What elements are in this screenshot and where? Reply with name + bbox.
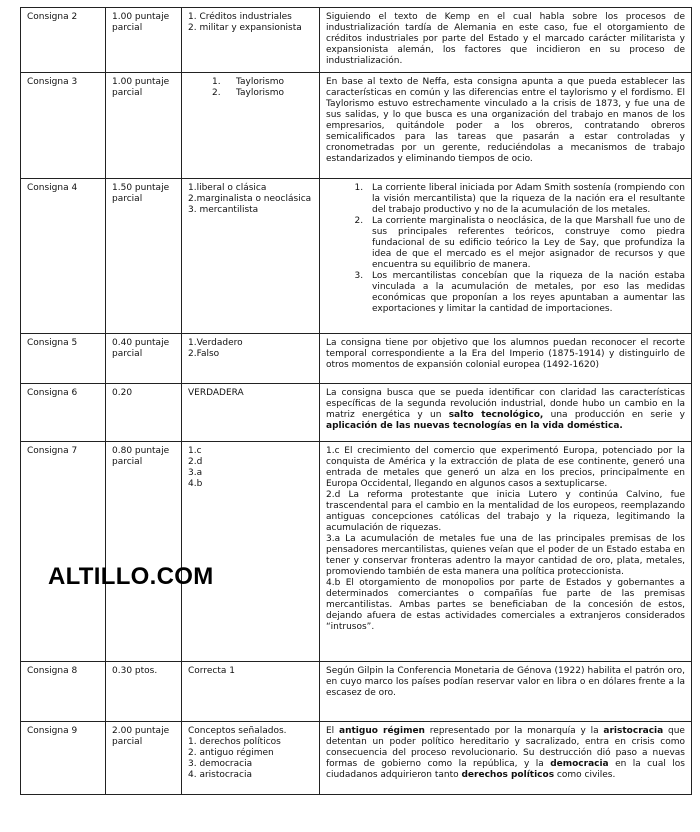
answer-line: 1. Taylorismo xyxy=(212,77,285,87)
watermark-logo: ALTILLO.COM xyxy=(48,563,214,590)
answers-cell: VERDADERA xyxy=(182,384,320,442)
emphasis: democracia xyxy=(550,759,609,769)
answer-line: 2.Falso xyxy=(188,349,220,359)
description-cell xyxy=(320,442,692,662)
paragraph: 3.a La acumulación de metales fue una de las principales premisas de los pensadores mercantilistas, quienes veían que el poder de un Estado estaba en tener y conservar fronteras adentro la mayor cantidad de oro, plata, metales, promoviendo también de esta manera una política proteccionista. xyxy=(326,534,685,577)
emphasis: antiguo régimen xyxy=(339,726,425,736)
description-cell: Siguiendo el texto de Kemp en el cual habla sobre los procesos de industrialización tardía de Alemania en este caso, fue el otorgamiento de créditos industriales por parte del Estado y el marcado carácter militarista y expansionista alemán, los factores que incidieron en su proceso de industrialización. xyxy=(320,8,692,73)
consigna-label: Consigna 9 xyxy=(21,722,106,795)
answers-cell xyxy=(182,722,320,795)
points-cell: 1.50 puntaje parcial xyxy=(106,179,182,334)
answer-line: 1. derechos políticos xyxy=(188,737,281,747)
answer-line: 4. aristocracia xyxy=(188,770,253,780)
points-cell: 2.00 puntaje parcial xyxy=(106,722,182,795)
paragraph: 1.c El crecimiento del comercio que experimentó Europa, potenciado por la conquista de América y la extracción de plata de ese continente, generó una entrada de metales que generó un alza en los precios, principalmente en Europa Occidental, llegando en algunos casos a sextuplicarse. xyxy=(326,446,685,489)
paragraph: 4.b El otorgamiento de monopolios por parte de Estados y gobernantes a determinados comerciantes o compañías fue parte de las premisas mercantilistas. Ambas partes se beneficiaban de la concesión de estos, dejando afuera de estas actividades comerciales a extranjeros considerados “intrusos”. xyxy=(326,578,685,632)
answer-line: 1.c xyxy=(188,446,202,456)
description-cell: Según Gilpin la Conferencia Monetaria de Génova (1922) habilita el patrón oro, en cuyo marco los países podían reservar valor en libra o en dólares frente a la escasez de oro. xyxy=(320,662,692,722)
table-row xyxy=(21,334,692,384)
table-row xyxy=(21,442,692,662)
answers-cell xyxy=(182,334,320,384)
answer-line: 2.marginalista o neoclásica xyxy=(188,194,312,204)
list-item: 2. La corriente marginalista o neoclásica, de la que Marshall fue uno de sus principales referentes teóricos, construye como piedra fundacional de su edificio teórico la Ley de Say, que profundiza la idea de que el mercado es el mejor asignador de recursos y que encuentra su equilibrio de manera. xyxy=(366,216,685,271)
table-row xyxy=(21,662,692,722)
points-cell: 1.00 puntaje parcial xyxy=(106,73,182,179)
answer-line: Conceptos señalados. xyxy=(188,726,287,736)
table-row xyxy=(21,722,692,795)
answers-cell: Correcta 1 xyxy=(182,662,320,722)
table-row xyxy=(21,384,692,442)
points-cell: 0.30 ptos. xyxy=(106,662,182,722)
answer-line: 3. mercantilista xyxy=(188,205,259,215)
table-row xyxy=(21,179,692,334)
points-cell: 1.00 puntaje parcial xyxy=(106,8,182,73)
answer-line: 2.d xyxy=(188,457,203,467)
answer-list xyxy=(188,77,313,99)
answer-line: 2. Taylorismo xyxy=(212,88,285,98)
consigna-label: Consigna 3 xyxy=(21,73,106,179)
answer-line: 1.Verdadero xyxy=(188,338,243,348)
points-cell: 0.20 xyxy=(106,384,182,442)
emphasis: aristocracia xyxy=(603,726,664,736)
table-row xyxy=(21,8,692,73)
answer-line: 1. Créditos industriales xyxy=(188,12,292,22)
description-cell: La consigna busca que se pueda identificar con claridad las características específicas de la segunda revolución industrial, donde hubo un cambio en la matriz energética y un salto tecnológico, una producción en serie y aplicación de las nuevas tecnologías en la vida doméstica. xyxy=(320,384,692,442)
consigna-label: Consigna 2 xyxy=(21,8,106,73)
answer-line: 2. militar y expansionista xyxy=(188,23,302,33)
consigna-label: Consigna 5 xyxy=(21,334,106,384)
points-cell: 0.80 puntaje parcial xyxy=(106,442,182,662)
consigna-label: Consigna 8 xyxy=(21,662,106,722)
points-cell: 0.40 puntaje parcial xyxy=(106,334,182,384)
consigna-label: Consigna 4 xyxy=(21,179,106,334)
answers-cell xyxy=(182,8,320,73)
description-cell xyxy=(320,179,692,334)
answers-cell xyxy=(182,442,320,662)
answers-cell xyxy=(182,73,320,179)
table-row xyxy=(21,73,692,179)
description-cell: En base al texto de Neffa, esta consigna apunta a que pueda establecer las características en común y las diferencias entre el taylorismo y el fordismo. El Taylorismo estuvo estrechamente vinculado a la crisis de 1873, y fue una de sus salidas, y lo que busca es una organización del trabajo en manos de los empresarios, quitándole poder a los obreros, contratando obreros semicalificados para las tareas que pasarán a estar controladas y cronometradas por un gerente, reduciéndolas a mecanismos de trabajo estandarizados y eliminando tiempos de ocio. xyxy=(320,73,692,179)
list-item: 3. Los mercantilistas concebían que la riqueza de la nación estaba vinculada a la acumulación de metales, por eso las medidas económicas que proponían a los reyes apuntaban a aumentar las exportaciones y limitar la cantidad de importaciones. xyxy=(366,271,685,315)
answer-line: 3.a xyxy=(188,468,203,478)
answer-key-table xyxy=(20,7,692,795)
answer-line: 3. democracia xyxy=(188,759,253,769)
description-cell: El antiguo régimen representado por la monarquía y la aristocracia que detentan un poder político hereditario y sacralizado, entra en crisis como consecuencia del proceso revolucionario. Su destrucción dió paso a nuevas formas de gobierno como la república, y la democracia en la cual los ciudadanos adquirieron tanto derechos políticos como civiles. xyxy=(320,722,692,795)
description-cell: La consigna tiene por objetivo que los alumnos puedan reconocer el recorte temporal correspondiente a la Era del Imperio (1875-1914) y distinguirlo de otros momentos de expansión colonial europea (1492-1620) xyxy=(320,334,692,384)
emphasis: salto tecnológico, xyxy=(448,410,544,420)
answers-cell xyxy=(182,179,320,334)
emphasis: aplicación de las nuevas tecnologías en la vida doméstica. xyxy=(326,421,623,431)
consigna-label: Consigna 6 xyxy=(21,384,106,442)
explanation-list xyxy=(326,183,685,315)
answer-line: 1.liberal o clásica xyxy=(188,183,267,193)
answer-line: 4.b xyxy=(188,479,203,489)
paragraph: 2.d La reforma protestante que inicia Lutero y continúa Calvino, fue trascendental para el cambio en la mentalidad de los europeos, reemplazando antiguas concepciones católicas del trabajo y la riqueza, legitimando la acumulación de riquezas. xyxy=(326,490,685,533)
list-item: 1. La corriente liberal iniciada por Adam Smith sostenía (rompiendo con la visión mercantilista) que la riqueza de la nación era el resultante del trabajo productivo y no de la acumulación de los metales. xyxy=(366,183,685,216)
consigna-label: Consigna 7 xyxy=(21,442,106,662)
answer-line: 2. antiguo régimen xyxy=(188,748,274,758)
emphasis: derechos políticos xyxy=(461,770,555,780)
